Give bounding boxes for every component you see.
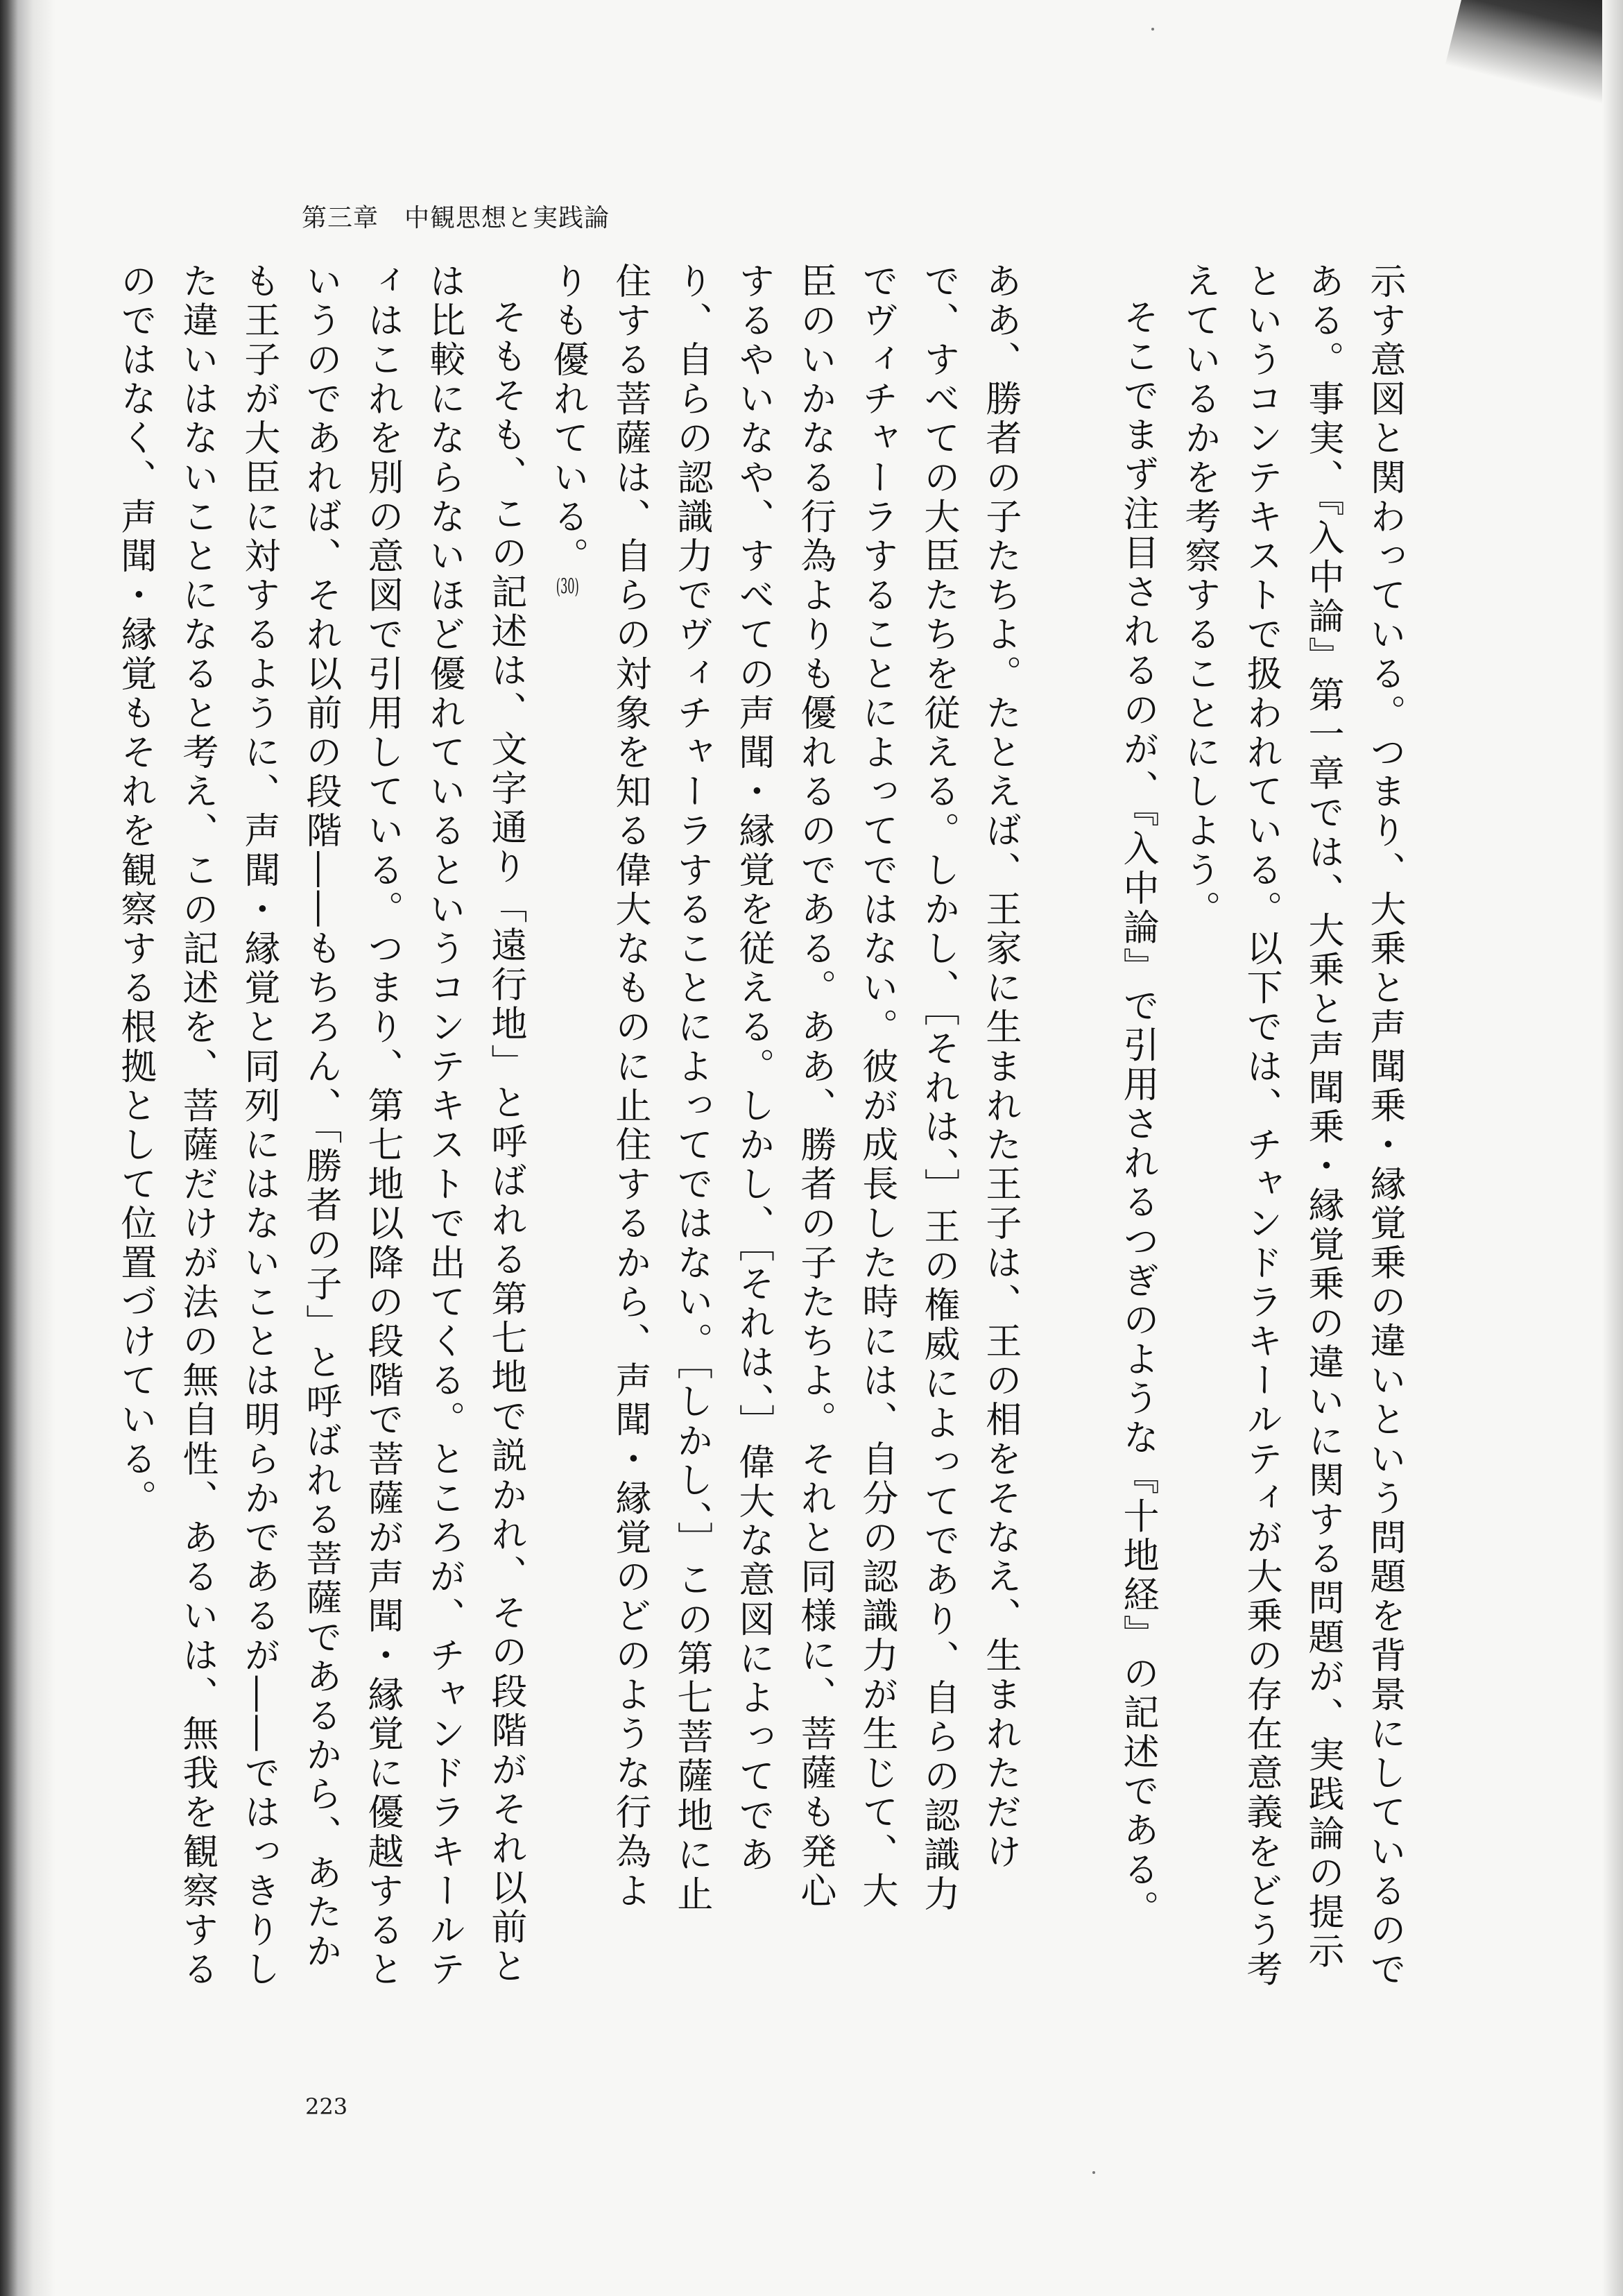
- quote-text: ああ、勝者の子たちよ。たとえば、王家に生まれた王子は、王の相をそなえ、生まれただけで、すべての大臣たちを従える。しかし、［それは、］王の権威によってであり、自らの認識力でヴィチャーラすることによってではない。彼が成長した時には、自分の認識力が生じて、大臣のいかなる行為よりも優れるのである。ああ、勝者の子たちよ。それと同様に、菩薩も発心するやいなや、すべての声聞・縁覚を従える。しかし、［それは、］偉大な意図によってであり、自らの認識力でヴィチャーラすることによってではない。［しかし、］この第七菩薩地に止住する菩薩は、自らの対象を知る偉大なものに止住するから、声聞・縁覚のどのような行為よりも優れている。: [546, 262, 1021, 1914]
- main-text: [104, 262, 1415, 2010]
- page-edge-shadow: [1602, 0, 1623, 2296]
- page-number: 223: [305, 2093, 348, 2120]
- scan-speck: [1092, 2171, 1095, 2174]
- scan-speck: [1151, 28, 1154, 31]
- paragraph: 示す意図と関わっている。つまり、大乗と声聞乗・縁覚乗の違いという問題を背景にしているのである。事実、『入中論』第一章では、大乗と声聞乗・縁覚乗の違いに関する問題が、実践論の提示というコンテキストで扱われている。以下では、チャンドラキールティが大乗の存在意義をどう考えているかを考察することにしよう。: [1178, 262, 1405, 1990]
- binding-shadow: [0, 0, 55, 2296]
- running-head: 第三章 中観思想と実践論: [302, 204, 610, 232]
- paragraph: そもそも、この記述は、文字通り「遠行地」と呼ばれる第七地で説かれ、その段階がそれ以前とは比較にならないほど優れているというコンテキストで出てくる。ところが、チャンドラキールティはこれを別の意図で引用している。つまり、第七地以降の段階で菩薩が声聞・縁覚に優越するというのであれば、それ以前の段階――もちろん、「勝者の子」と呼ばれる菩薩であるから、あたかも王子が大臣に対するように、声聞・縁覚と同列にはないことは明らかであるが――ではっきりした違いはないことになると考え、この記述を、菩薩だけが法の無自性、あるいは、無我を観察するのではなく、声聞・縁覚もそれを観察する根拠として位置づけている。: [114, 262, 526, 1990]
- note-reference: (30): [556, 576, 579, 597]
- paragraph: そこでまず注目されるのが、『入中論』で引用されるつぎのような『十地経』の記述である。: [1117, 298, 1158, 1930]
- block-quote: [536, 262, 1031, 1948]
- page-corner-shadow: [1445, 0, 1623, 112]
